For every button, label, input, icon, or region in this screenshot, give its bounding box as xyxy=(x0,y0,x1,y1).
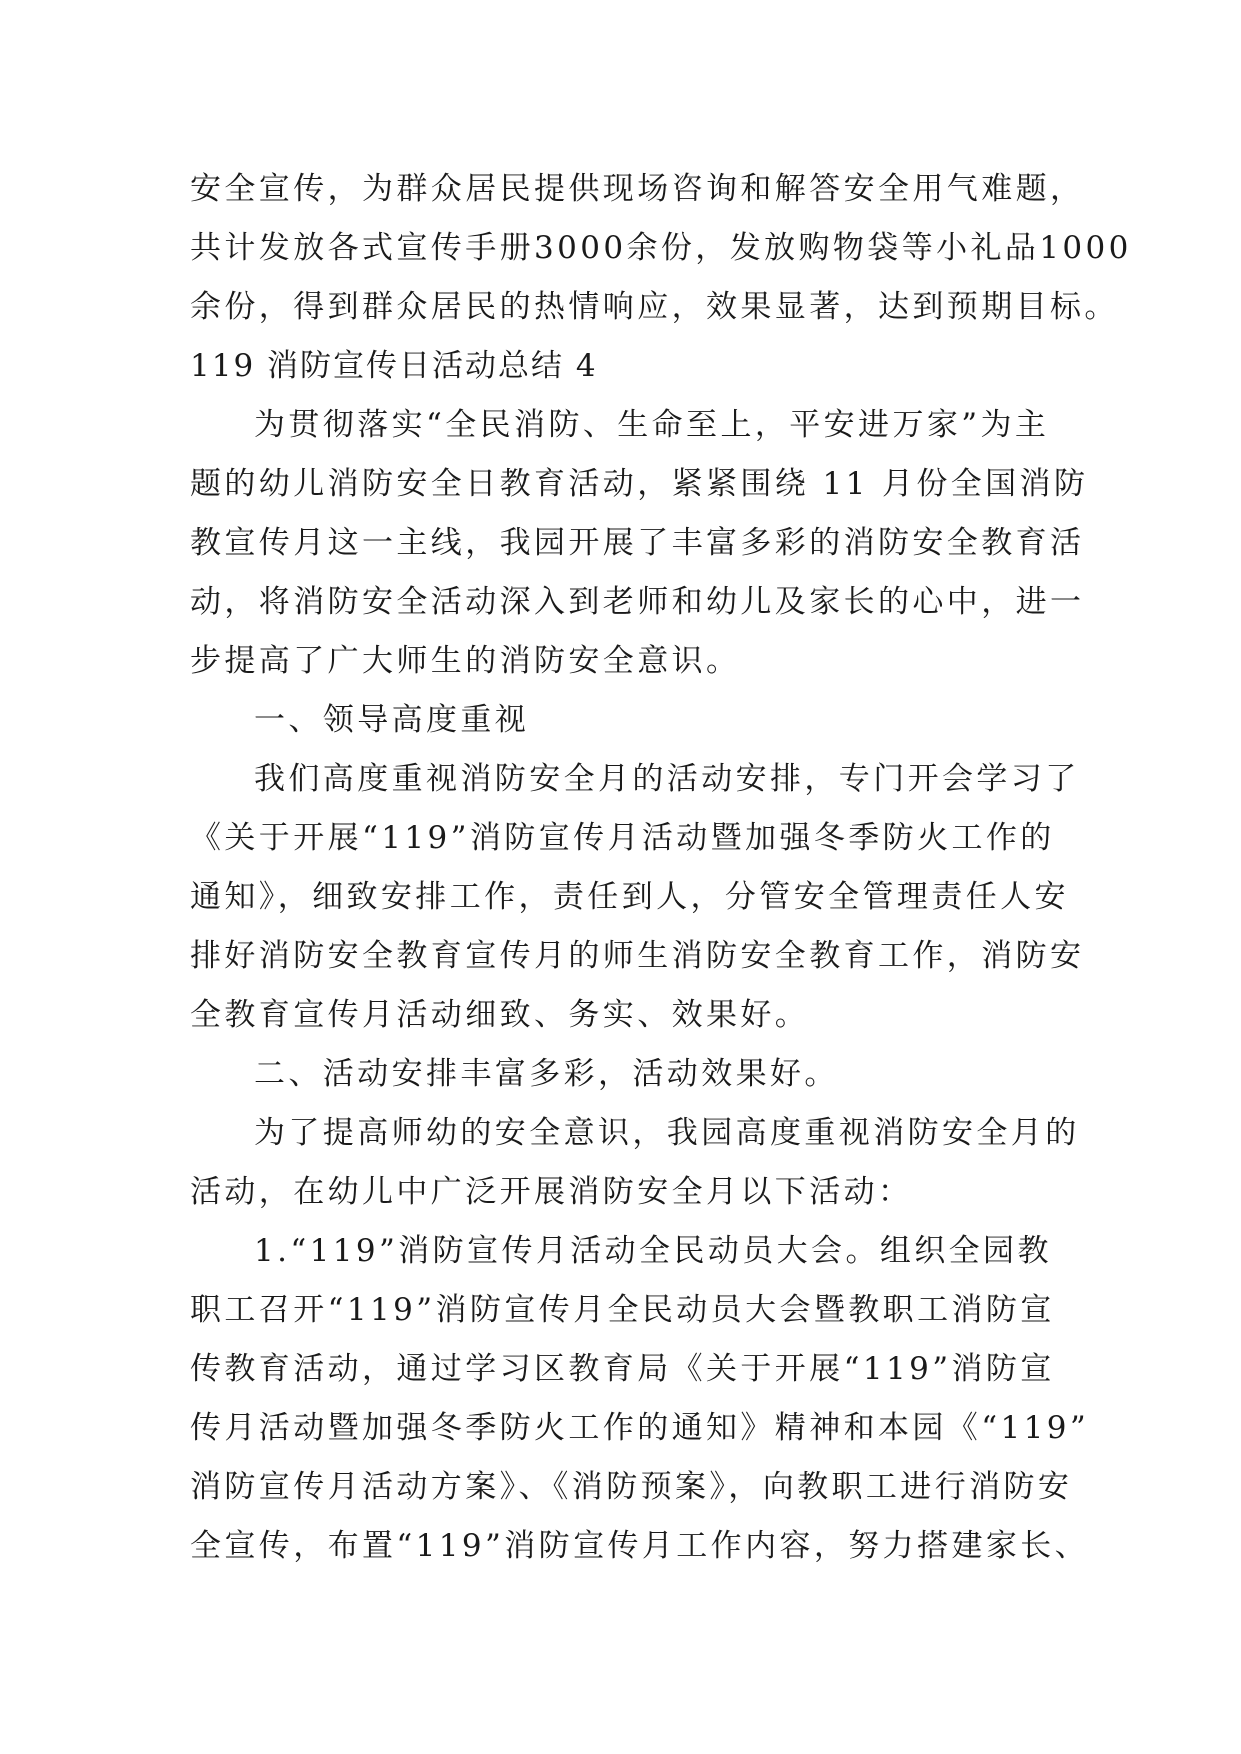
text-line: 题的幼儿消防安全日教育活动，紧紧围绕 11 月份全国消防 xyxy=(190,466,1089,502)
text-line: 为贯彻落实“全民消防、生命至上，平安进万家”为主 xyxy=(254,407,1050,443)
text-line: 职工召开“119”消防宣传月全民动员大会暨教职工消防宣 xyxy=(190,1292,1055,1328)
document-body xyxy=(190,160,1132,1576)
text-line: 二、活动安排丰富多彩，活动效果好。 xyxy=(254,1056,839,1092)
text-line: 共计发放各式宣传手册3000余份，发放购物袋等小礼品1000 xyxy=(190,230,1132,266)
text-line: 我们高度重视消防安全月的活动安排，专门开会学习了 xyxy=(254,761,1080,797)
text-line: 活动，在幼儿中广泛开展消防安全月以下活动： xyxy=(190,1174,913,1210)
text-line: 步提高了广大师生的消防安全意识。 xyxy=(190,643,741,679)
text-line: 教宣传月这一主线，我园开展了丰富多彩的消防安全教育活 xyxy=(190,525,1085,561)
text-line: 通知》，细致安排工作，责任到人，分管安全管理责任人安 xyxy=(190,879,1069,915)
text-line: 动，将消防安全活动深入到老师和幼儿及家长的心中，进一 xyxy=(190,584,1085,620)
text-line: 《关于开展“119”消防宣传月活动暨加强冬季防火工作的 xyxy=(190,820,1055,856)
text-line: 一、领导高度重视 xyxy=(254,702,530,738)
text-line: 传教育活动，通过学习区教育局《关于开展“119”消防宣 xyxy=(190,1351,1055,1387)
text-line: 1.“119”消防宣传月活动全民动员大会。组织全园教 xyxy=(254,1233,1052,1269)
text-line: 余份，得到群众居民的热情响应，效果显著，达到预期目标。 xyxy=(190,289,1119,325)
text-line: 排好消防安全教育宣传月的师生消防安全教育工作，消防安 xyxy=(190,938,1085,974)
text-line: 传月活动暨加强冬季防火工作的通知》精神和本园《“119” xyxy=(190,1410,1090,1446)
text-line: 安全宣传，为群众居民提供现场咨询和解答安全用气难题， xyxy=(190,171,1085,207)
text-line: 为了提高师幼的安全意识，我园高度重视消防安全月的 xyxy=(254,1115,1080,1151)
text-line: 消防宣传月活动方案》、《消防预案》，向教职工进行消防安 xyxy=(190,1469,1073,1505)
text-line: 全教育宣传月活动细致、务实、效果好。 xyxy=(190,997,810,1033)
text-line: 全宣传，布置“119”消防宣传月工作内容，努力搭建家长、 xyxy=(190,1528,1090,1564)
section-heading: 119 消防宣传日活动总结 4 xyxy=(190,348,598,384)
